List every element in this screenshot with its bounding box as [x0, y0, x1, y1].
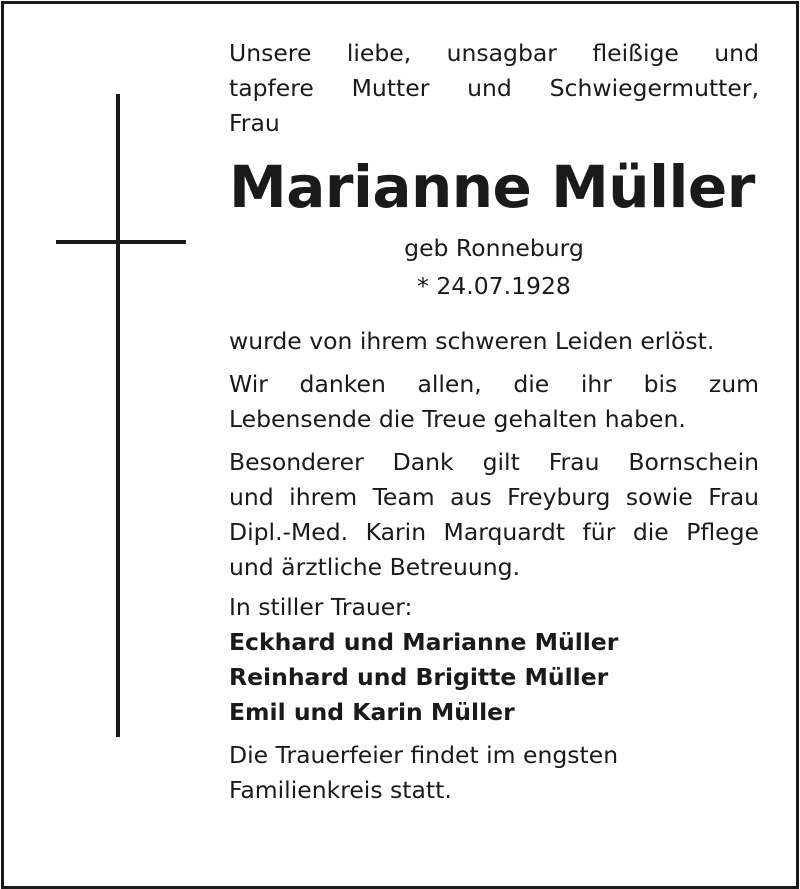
thanks-line: Lebensende die Treue gehalten haben.	[229, 405, 686, 433]
notice-content	[229, 36, 759, 808]
cross-horizontal-bar	[56, 240, 186, 244]
funeral-line: Die Trauerfeier findet im engsten	[229, 741, 619, 769]
mourner-name: Eckhard und Marianne Müller	[229, 628, 619, 656]
cross-vertical-bar	[116, 94, 120, 737]
mourner-name: Reinhard und Brigitte Müller	[229, 663, 609, 691]
intro-line: Frau	[229, 109, 280, 137]
thanks-line: Wir danken allen, die ihr bis zum	[229, 370, 759, 398]
intro-text	[229, 36, 759, 141]
mourner-name: Emil und Karin Müller	[229, 698, 515, 726]
special-thanks-line: und ihrem Team aus Freyburg sowie Frau	[229, 483, 759, 511]
released-line: wurde von ihrem schweren Leiden erlöst.	[229, 327, 715, 355]
funeral-line: Familienkreis statt.	[229, 776, 452, 804]
special-thanks-line: Besonderer Dank gilt Frau Bornschein	[229, 448, 759, 476]
mourning-label: In stiller Trauer:	[229, 593, 413, 621]
birth-date: * 24.07.1928	[417, 272, 571, 300]
intro-line: Unsere liebe, unsagbar fleißige und	[229, 39, 759, 67]
deceased-name: Marianne Müller	[229, 153, 755, 221]
funeral-text	[229, 738, 759, 808]
birth-name: geb Ronneburg	[404, 234, 584, 262]
released-text	[229, 324, 759, 359]
special-thanks-text	[229, 445, 759, 585]
special-thanks-line: Dipl.-Med. Karin Marquardt für die Pflege	[229, 518, 759, 546]
intro-line: tapfere Mutter und Schwiegermutter,	[229, 74, 759, 102]
thanks-text	[229, 367, 759, 437]
special-thanks-line: und ärztliche Betreuung.	[229, 553, 521, 581]
